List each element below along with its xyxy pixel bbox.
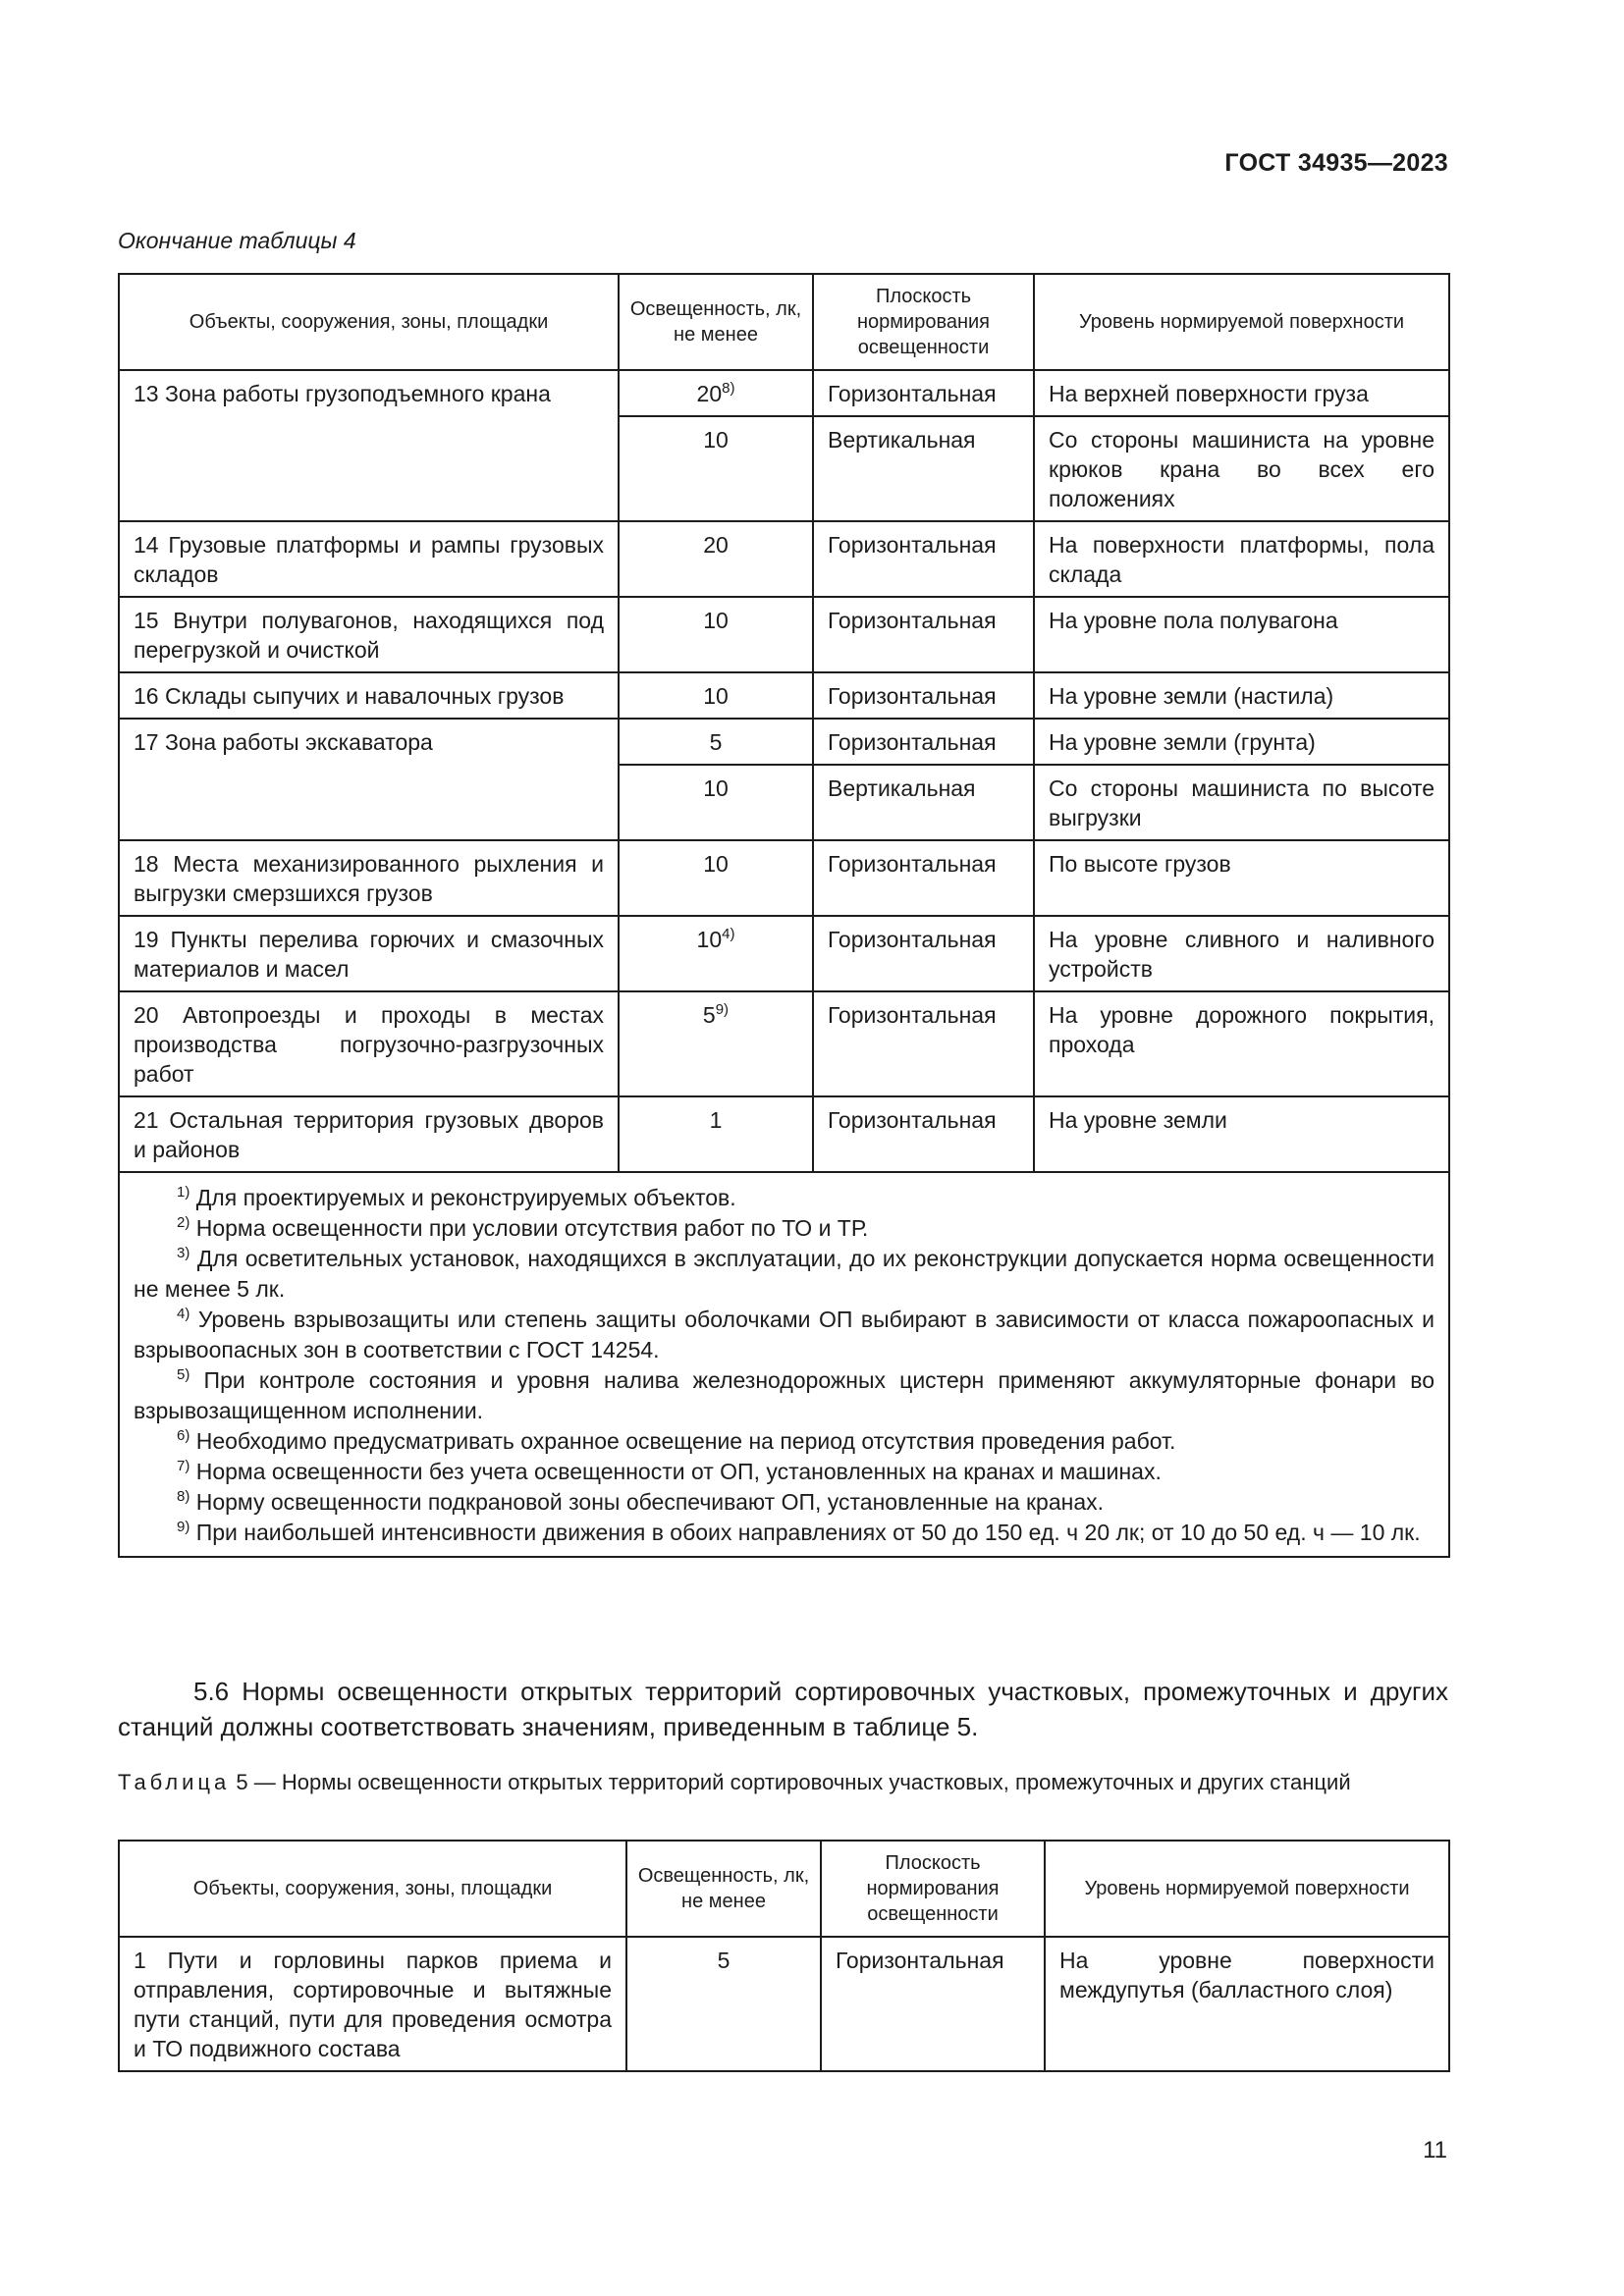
cell-lux: 10 — [619, 765, 813, 840]
standard-designation: ГОСТ 34935—2023 — [1224, 149, 1448, 177]
footnote-ref: 4) — [722, 926, 735, 942]
lux-value: 20 — [696, 381, 723, 406]
header-plane: Плоскость нормирования освещенности — [813, 274, 1034, 370]
cell-lux: 20 — [619, 521, 813, 597]
footnote-mark: 6) — [177, 1427, 190, 1444]
table-row — [119, 991, 1449, 1096]
footnote — [134, 1518, 1435, 1548]
table5 — [118, 1840, 1450, 2072]
footnote-text: Норму освещенности подкрановой зоны обеспечивают ОП, установленные на кранах. — [195, 1489, 1105, 1515]
footnote — [134, 1487, 1435, 1518]
cell-lux: 10 — [619, 672, 813, 719]
header-surface-level: Уровень нормируемой поверхности — [1034, 274, 1449, 370]
header-plane: Плоскость нормирования освещенности — [821, 1841, 1045, 1937]
header-illuminance: Освещенность, лк, не менее — [626, 1841, 821, 1937]
cell-plane: Горизонтальная — [821, 1937, 1045, 2071]
table4-notes-row — [119, 1172, 1449, 1557]
cell-lux: 1 — [619, 1096, 813, 1172]
header-illuminance: Освещенность, лк, не менее — [619, 274, 813, 370]
table-row — [119, 1096, 1449, 1172]
footnote-ref: 9) — [715, 1001, 730, 1018]
cell-object: 21 Остальная территория грузовых дворов и районов — [119, 1096, 619, 1172]
cell-object: 1 Пути и горловины парков приема и отправления, сортировочные и вытяжные пути станций, пути для проведения осмотра и ТО подвижного состава — [119, 1937, 626, 2071]
cell-level: На уровне поверхности междупутья (балластного слоя) — [1045, 1937, 1449, 2071]
cell-plane: Горизонтальная — [813, 597, 1034, 672]
table5-caption-text: 5 — Нормы освещенности открытых территорий сортировочных участковых, промежуточных и других станций — [236, 1770, 1351, 1794]
footnote — [134, 1365, 1435, 1426]
footnote — [134, 1183, 1435, 1213]
footnote-text: Необходимо предусматривать охранное освещение на период отсутствия проведения работ. — [195, 1428, 1176, 1454]
cell-object: 13 Зона работы грузоподъемного крана — [119, 370, 619, 521]
table-row — [119, 521, 1449, 597]
cell-level: На уровне пола полувагона — [1034, 597, 1449, 672]
cell-plane: Горизонтальная — [813, 672, 1034, 719]
cell-lux: 10 — [619, 840, 813, 916]
footnote-mark: 2) — [177, 1214, 190, 1231]
cell-plane: Горизонтальная — [813, 370, 1034, 416]
cell-plane: Горизонтальная — [813, 521, 1034, 597]
cell-level: На верхней поверхности груза — [1034, 370, 1449, 416]
footnote-text: Норма освещенности при условии отсутствия работ по ТО и ТР. — [195, 1215, 869, 1241]
cell-level: На уровне земли (настила) — [1034, 672, 1449, 719]
cell-plane: Горизонтальная — [813, 916, 1034, 991]
footnote-mark: 4) — [177, 1306, 190, 1322]
header-objects: Объекты, сооружения, зоны, площадки — [119, 1841, 626, 1937]
table5-caption-label: Таблица — [118, 1770, 231, 1794]
cell-level: На поверхности платформы, пола склада — [1034, 521, 1449, 597]
table-row — [119, 370, 1449, 416]
table-row — [119, 597, 1449, 672]
table-row — [119, 840, 1449, 916]
footnote-text: Для проектируемых и реконструируемых объектов. — [195, 1185, 736, 1210]
cell-level: Со стороны машиниста по высоте выгрузки — [1034, 765, 1449, 840]
footnote-ref: 8) — [722, 380, 735, 397]
footnote-text: При контроле состояния и уровня налива железнодорожных цистерн применяют аккумуляторные фонари во взрывозащищенном исполнении. — [134, 1367, 1435, 1423]
footnote-text: Уровень взрывозащиты или степень защиты оболочками ОП выбирают в зависимости от класса пожароопасных и взрывоопасных зон в соответствии с ГОСТ 14254. — [134, 1307, 1435, 1362]
cell-level: По высоте грузов — [1034, 840, 1449, 916]
footnote — [134, 1426, 1435, 1457]
cell-lux: 10 — [619, 597, 813, 672]
footnote-mark: 3) — [177, 1245, 190, 1261]
header-surface-level: Уровень нормируемой поверхности — [1045, 1841, 1449, 1937]
cell-plane: Горизонтальная — [813, 840, 1034, 916]
cell-object: 18 Места механизированного рыхления и выгрузки смерзшихся грузов — [119, 840, 619, 916]
cell-lux — [619, 991, 813, 1096]
table-row — [119, 1937, 1449, 2071]
cell-lux: 5 — [619, 719, 813, 765]
footnote — [134, 1244, 1435, 1305]
cell-level: На уровне сливного и наливного устройств — [1034, 916, 1449, 991]
cell-level: Со стороны машиниста на уровне крюков крана во всех его положениях — [1034, 416, 1449, 521]
table5-header — [119, 1841, 1449, 1937]
table5-caption — [118, 1768, 1448, 1797]
cell-plane: Горизонтальная — [813, 719, 1034, 765]
cell-plane: Вертикальная — [813, 416, 1034, 521]
section-5-6-paragraph: 5.6 Нормы освещенности открытых территорий сортировочных участковых, промежуточных и других станций должны соответствовать значениям, приведенным в таблице 5. — [118, 1677, 1448, 1741]
footnote-mark: 1) — [177, 1184, 190, 1201]
cell-lux: 5 — [626, 1937, 821, 2071]
footnote-mark: 7) — [177, 1458, 190, 1474]
cell-lux — [619, 370, 813, 416]
cell-lux: 10 — [619, 416, 813, 521]
table-row — [119, 672, 1449, 719]
cell-object: 17 Зона работы экскаватора — [119, 719, 619, 840]
footnote-mark: 8) — [177, 1488, 190, 1505]
footnote-mark: 5) — [177, 1366, 190, 1383]
table-row — [119, 719, 1449, 765]
lux-value: 5 — [702, 1002, 716, 1028]
footnote — [134, 1213, 1435, 1244]
footnote-mark: 9) — [177, 1519, 190, 1535]
cell-object: 14 Грузовые платформы и рампы грузовых складов — [119, 521, 619, 597]
cell-object: 20 Автопроезды и проходы в местах производства погрузочно-разгрузочных работ — [119, 991, 619, 1096]
cell-level: На уровне дорожного покрытия, прохода — [1034, 991, 1449, 1096]
footnote-text: Норма освещенности без учета освещенности от ОП, установленных на кранах и машинах. — [195, 1459, 1162, 1484]
cell-object: 15 Внутри полувагонов, находящихся под перегрузкой и очисткой — [119, 597, 619, 672]
table4-body — [119, 370, 1449, 1557]
page-number: 11 — [1423, 2137, 1447, 2163]
cell-plane: Вертикальная — [813, 765, 1034, 840]
footnote-text: Для осветительных установок, находящихся в эксплуатации, до их реконструкции допускается норма освещенности не менее 5 лк. — [134, 1246, 1435, 1302]
cell-level: На уровне земли (грунта) — [1034, 719, 1449, 765]
table5-body — [119, 1937, 1449, 2071]
footnote — [134, 1457, 1435, 1487]
footnote-text: При наибольшей интенсивности движения в обоих направлениях от 50 до 150 ед. ч 20 лк; от 10 до 50 ед. ч — 10 лк. — [195, 1520, 1421, 1545]
cell-object: 16 Склады сыпучих и навалочных грузов — [119, 672, 619, 719]
cell-level: На уровне земли — [1034, 1096, 1449, 1172]
table4 — [118, 273, 1450, 1558]
cell-object: 19 Пункты перелива горючих и смазочных материалов и масел — [119, 916, 619, 991]
header-objects: Объекты, сооружения, зоны, площадки — [119, 274, 619, 370]
table4-header — [119, 274, 1449, 370]
cell-plane: Горизонтальная — [813, 991, 1034, 1096]
footnote — [134, 1305, 1435, 1365]
table4-notes — [119, 1172, 1449, 1557]
table-row — [119, 916, 1449, 991]
cell-plane: Горизонтальная — [813, 1096, 1034, 1172]
table4-caption: Окончание таблицы 4 — [118, 228, 356, 253]
cell-lux — [619, 916, 813, 991]
lux-value: 10 — [696, 927, 723, 952]
